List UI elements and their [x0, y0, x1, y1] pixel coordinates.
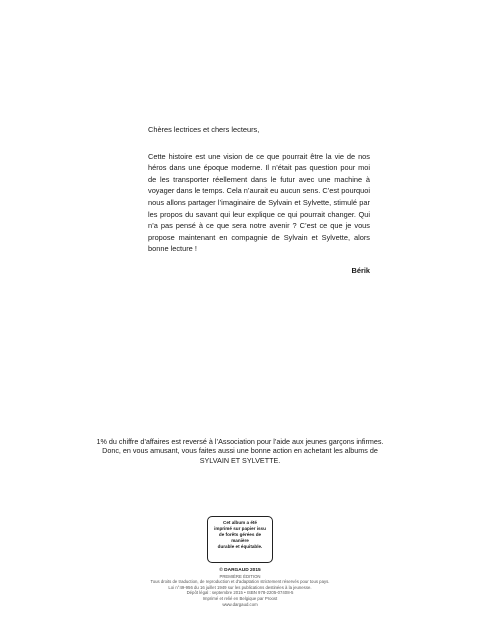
letter-signature: Bérik — [351, 265, 370, 275]
eco-line: Cet album a été — [223, 520, 257, 525]
eco-line: de forêts gérées de — [218, 532, 262, 537]
depot-line: Dépôt légal : septembre 2015 • ISBN 978-2205-07408-5 — [186, 590, 294, 596]
copyright-line: © DARGAUD 2015 — [219, 568, 261, 573]
notice-line-2: Donc, en vous amusant, vous faites aussi une bonne action en achetant les albums de — [102, 446, 378, 456]
law-line: Loi n°49-956 du 16 juillet 1949 sur les publications destinées à la jeunesse. — [168, 584, 312, 590]
letter-greeting: Chères lectrices et chers lecteurs, — [148, 125, 260, 134]
rights-line: Tous droits de traduction, de reproduction et d’adaptation strictement réservés pour tous pays. — [150, 579, 330, 585]
printer-line: Imprimé et relié en Belgique par Proost — [202, 595, 278, 601]
website-line: www.dargaud.com — [222, 601, 258, 607]
eco-paper-badge — [207, 516, 273, 563]
eco-line: durable et équitable. — [217, 544, 263, 549]
eco-line: manière — [231, 538, 249, 543]
charity-notice — [0, 437, 480, 465]
editorial-letter — [148, 124, 370, 277]
eco-line: imprimé sur papier issu — [214, 526, 266, 531]
edition-line: PREMIÈRE ÉDITION — [219, 573, 261, 579]
notice-line-3: SYLVAIN ET SYLVETTE. — [199, 455, 281, 465]
legal-notice — [0, 568, 480, 607]
letter-body: Cette histoire est une vision de ce que pourrait être la vie de nos héros dans une époque moderne. Il n’était pas question pour moi de les transporter réellement dans le futur avec une machine à voyager dans le temps. Cela n’aurait eu aucun sens. C’est pourquoi nous allons partager l’imaginaire de Sylvain et Sylvette, stimulé par les propos du savant qui leur explique ce qui pourrait changer. Qui n’a pas pensé à ce que sera notre avenir ? C’est ce que je vous propose maintenant en compagnie de Sylvain et Sylvette, alors bonne lecture ! — [148, 151, 370, 254]
notice-line-1: 1% du chiffre d’affaires est reversé à l’Association pour l’aide aux jeunes garçons infirmes. — [96, 437, 384, 446]
